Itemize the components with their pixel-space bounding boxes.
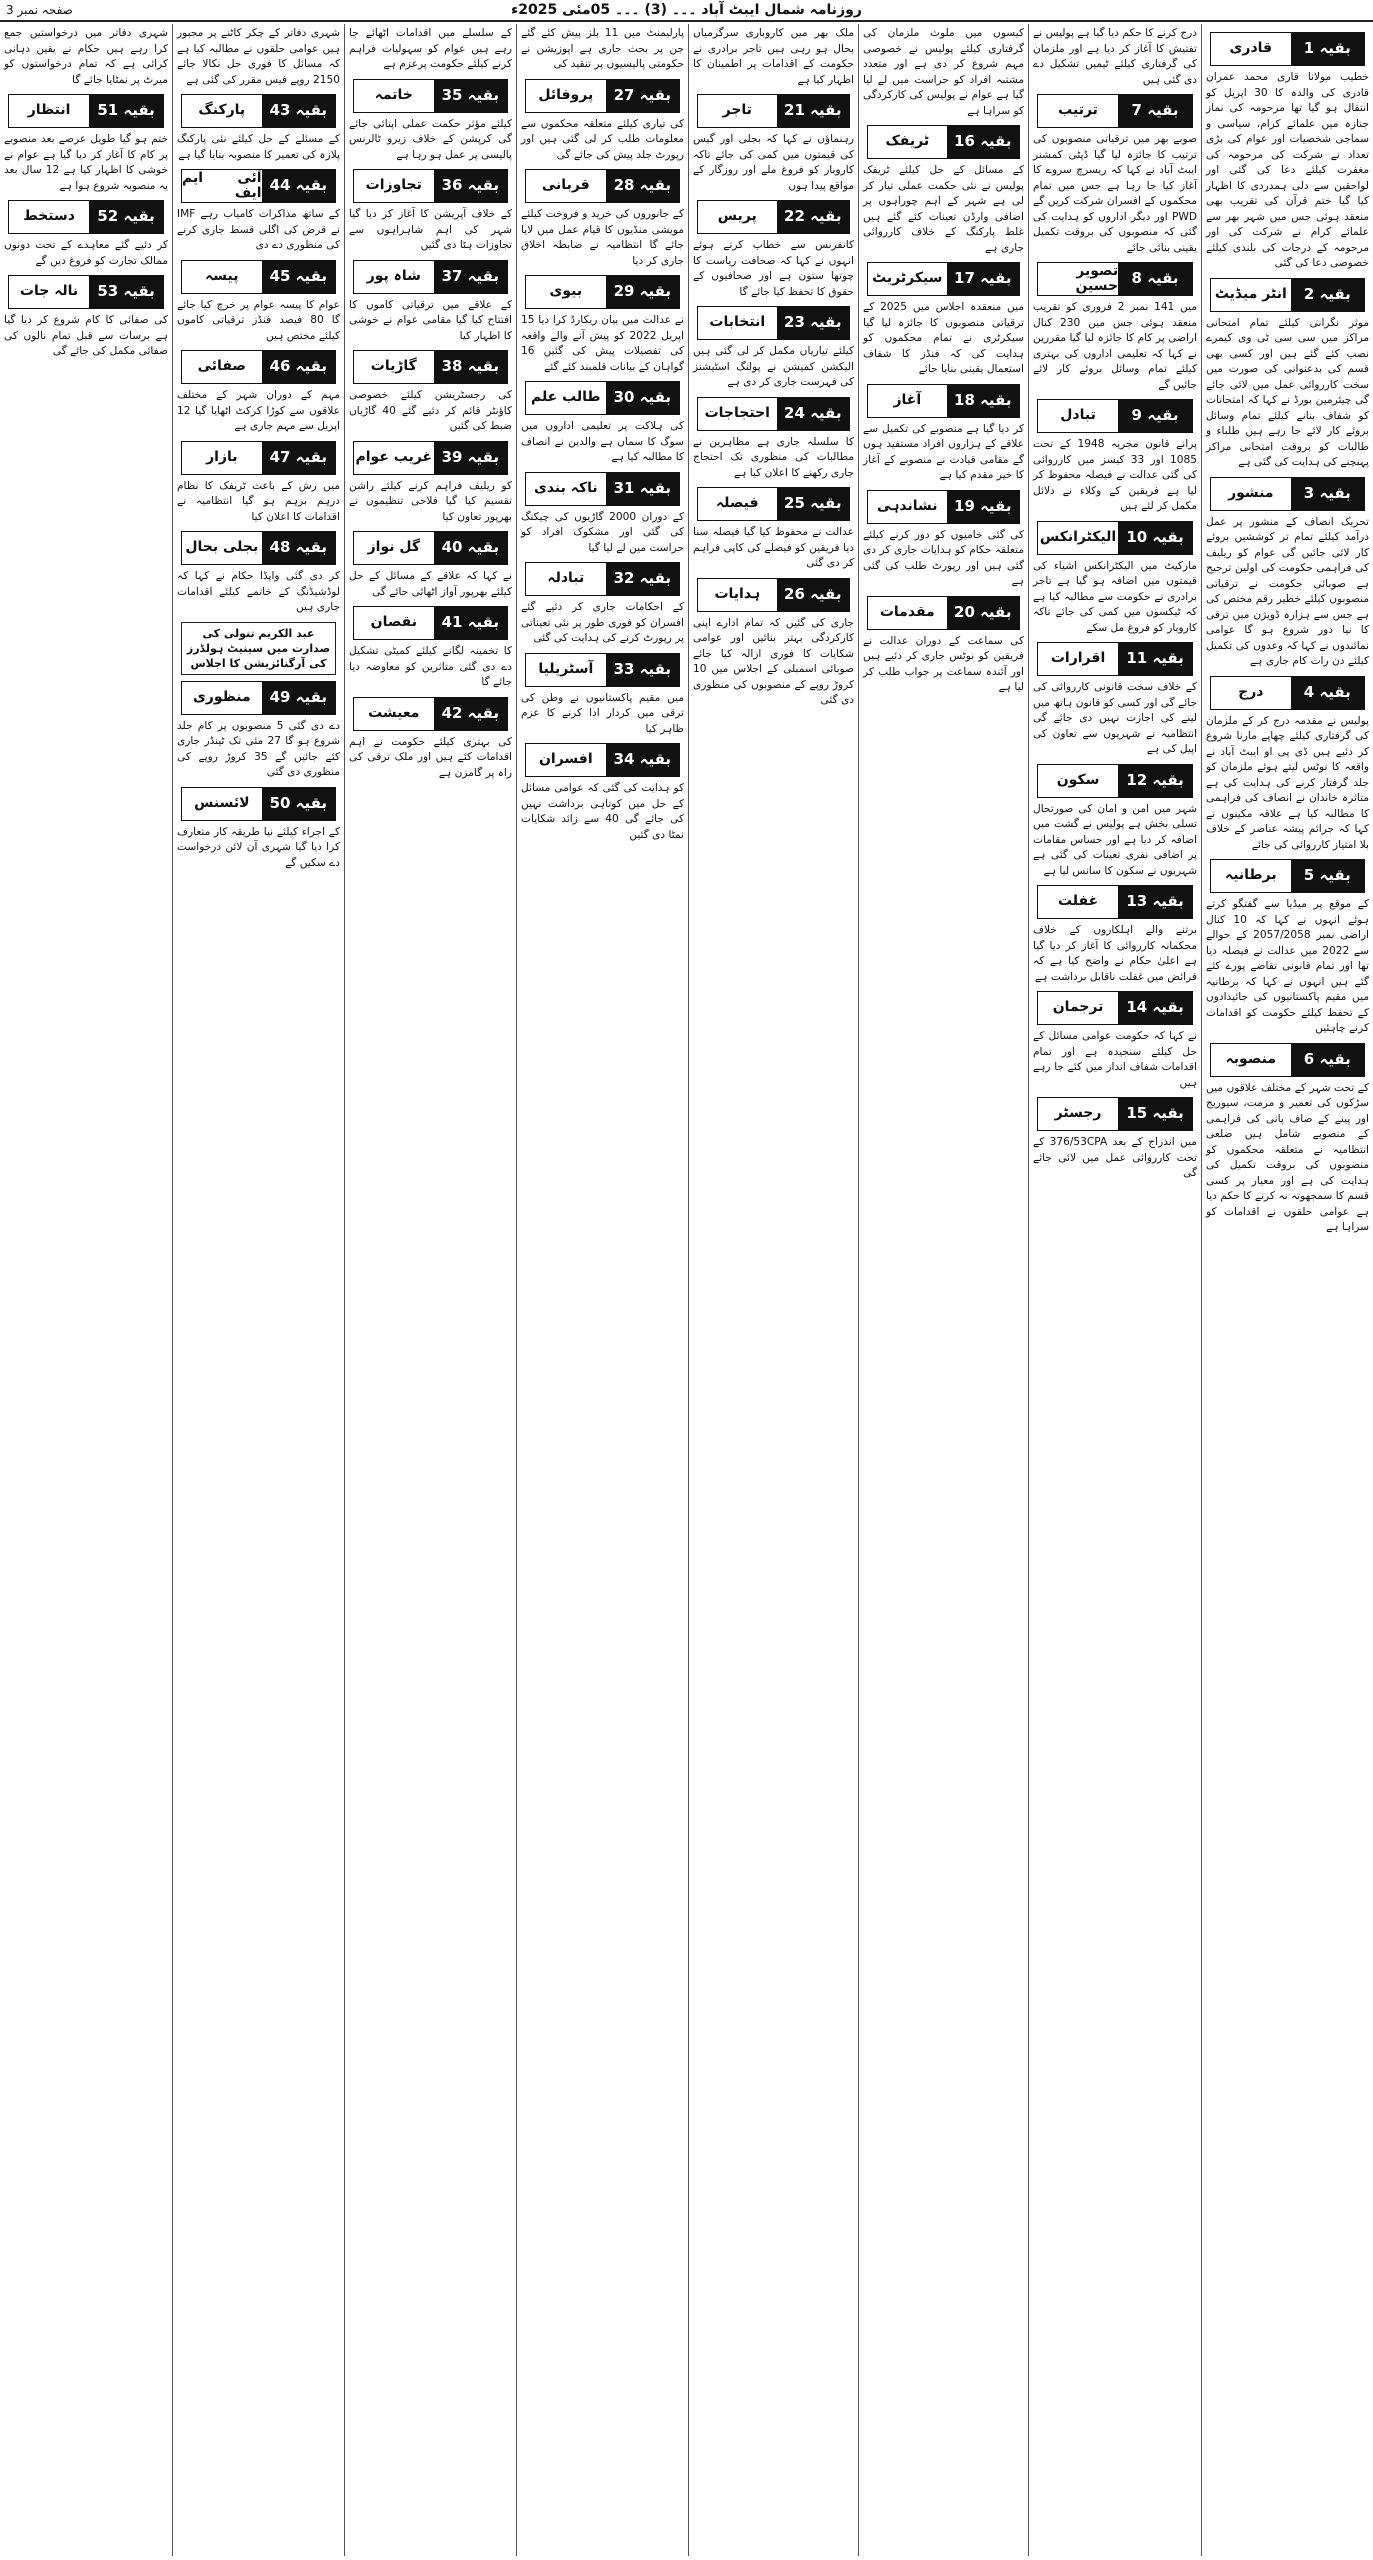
- continuation-title: رجسٹر: [1038, 1098, 1118, 1130]
- article-text: شہری دفاتر کے چکر کاٹنے پر مجبور ہیں عوامی حلقوں نے مطالبہ کیا ہے کہ مسائل کا فوری حل نکالا جائے 2150 روپے فیس مقرر کی گئی ہے: [177, 27, 340, 86]
- continuation-number: بقیہ 43: [262, 95, 335, 127]
- continuation-number: بقیہ 8: [1118, 263, 1192, 295]
- article-text: صوبے بھر میں ترقیاتی منصوبوں کی ترتیب کا جائزہ لیا گیا ڈپٹی کمشنر ایبٹ آباد نے کہا کہ ریسرچ سروے کا آغاز کیا جا رہا ہے جس میں تمام محکموں کے افسران شرکت کریں گے PWD اور دیگر اداروں کو ہدایت کی گئی کہ منصوبوں کی بروقت تکمیل یقینی بنائی جائے: [1033, 133, 1197, 254]
- continuation-number: بقیہ 29: [606, 276, 679, 308]
- continuation-title: نشاندہی: [868, 491, 947, 523]
- continuation-number: بقیہ 45: [262, 261, 335, 293]
- article-text: عدالت نے محفوظ کیا گیا فیصلہ سنا دیا فریقین کو فیصلے کی کاپی فراہم کر دی گئی: [693, 526, 854, 569]
- continuation-title: منصوبہ: [1211, 1044, 1291, 1076]
- continuation-heading: [867, 262, 1020, 296]
- continuation-number: بقیہ 30: [606, 382, 679, 414]
- article-text: پارلیمنٹ میں 11 بلز پیش کئے گئے جن پر بحث جاری ہے اپوزیشن نے حکومتی پالیسیوں پر تنقید کی: [521, 27, 684, 70]
- continuation-number: بقیہ 34: [606, 744, 679, 776]
- article-text: کر دیا گیا ہے منصوبے کی تکمیل سے علاقے کے ہزاروں افراد مستفید ہوں گے مقامی قیادت نے منصوبے کے آغاز کا خیر مقدم کیا ہے: [863, 422, 1024, 481]
- article-text: عوام کا پیسہ عوام پر خرچ کیا جائے گا 80 فیصد فنڈز ترقیاتی کاموں کیلئے مختص ہیں: [177, 298, 340, 342]
- continuation-title: طالب علم: [526, 382, 606, 414]
- continuation-number: بقیہ 36: [434, 170, 507, 202]
- continuation-title: گاڑیات: [354, 351, 434, 383]
- continuation-title: پریس: [698, 201, 777, 233]
- continuation-title: ٹریفک: [868, 126, 947, 158]
- continuation-heading: [525, 743, 680, 777]
- article-text: موثر نگرانی کیلئے تمام امتحانی مراکز میں سی سی ٹی وی کیمرے نصب کئے گئے ہیں اور کسی بھی قسم کی بدعنوانی کی صورت میں سخت کارروائی عمل میں لائی جائے گی چیئرمین بورڈ نے کہا کہ امتحانات کو شفاف بنانے کیلئے تمام وسائل بروئے کار لائے جا رہے ہیں طلباء و طالبات کو بروقت امتحانی مراکز پہنچنے کی ہدایت کی گئی ہے: [1206, 316, 1369, 468]
- article-text: کر دی گئی واپڈا حکام نے کہا کہ لوڈشیڈنگ کے خاتمے کیلئے اقدامات جاری ہیں: [177, 570, 340, 613]
- continuation-number: بقیہ 25: [777, 488, 849, 520]
- continuation-title: آئی ایم ایف: [182, 169, 262, 201]
- continuation-title: سیکرٹریٹ: [868, 263, 947, 295]
- continuation-number: بقیہ 23: [777, 307, 849, 339]
- continuation-title: تصویر حسین: [1038, 263, 1118, 295]
- continuation-title: گل نواز: [354, 532, 434, 564]
- article-text: کی بہتری کیلئے حکومت نے اہم اقدامات کئے ہیں اور ملک ترقی کی راہ پر گامزن ہے: [349, 735, 512, 779]
- article-text: کے خلاف آپریشن کا آغاز کر دیا گیا شہر کی اہم شاہراہوں سے تجاوزات ہٹا دی گئیں: [349, 208, 512, 251]
- continuation-number: بقیہ 1: [1291, 33, 1364, 65]
- column-6: [344, 24, 516, 2556]
- continuation-title: دستخط: [9, 201, 89, 233]
- article-text: رہنماؤں نے کہا کہ بجلی اور گیس کی قیمتوں میں کمی کی جائے تاکہ کاروبار کو فروغ ملے اور روزگار کے مواقع پیدا ہوں: [693, 133, 854, 192]
- continuation-title: بجلی بحال: [182, 532, 262, 564]
- article-text: کو ریلیف فراہم کرنے کیلئے راشن تقسیم کیا گیا فلاحی تنظیموں نے بھرپور تعاون کیا: [349, 479, 512, 523]
- continuation-title: قربانی: [526, 170, 606, 202]
- continuation-title: معیشت: [354, 698, 434, 730]
- continuation-title: سکون: [1038, 765, 1118, 797]
- column-3: [858, 24, 1028, 2556]
- continuation-heading: [867, 384, 1020, 418]
- article-text: کے خلاف سخت قانونی کارروائی کی جائے گی اور کسی کو قانون ہاتھ میں لینے کی اجازت نہیں دی جائے گی انتظامیہ نے شہریوں سے تعاون کی اپیل کی ہے: [1033, 681, 1197, 755]
- columns-container: [0, 24, 1373, 2556]
- continuation-number: بقیہ 14: [1118, 992, 1192, 1024]
- continuation-title: منظوری: [182, 682, 262, 714]
- continuation-number: بقیہ 47: [262, 442, 335, 474]
- article-text: پولیس نے مقدمہ درج کر کے ملزمان کی گرفتاری کیلئے چھاپے مارنا شروع کر دئیے ہیں ڈی پی او ایبٹ آباد نے واقعہ کا نوٹس لیتے ہوئے ملزمان کو جلد گرفتار کرنے کی ہدایت کی ہے متاثرہ خاندان نے انصاف کی فراہمی کا مطالبہ کیا ہے علاقہ مکینوں نے کہا کہ جرائم پیشہ عناصر کے خلاف بلا امتیاز کارروائی کی جائے: [1206, 714, 1369, 851]
- article-text: کو ہدایت کی گئی کہ عوامی مسائل کے حل میں کوتاہی برداشت نہیں کی جائے گی 40 سے زائد شکایات نمٹا دی گئیں: [521, 782, 684, 841]
- continuation-number: بقیہ 19: [947, 491, 1019, 523]
- article-text: کے علاقے میں ترقیاتی کاموں کا افتتاح کیا گیا مقامی عوام نے خوشی کا اظہار کیا: [349, 298, 512, 342]
- continuation-title: پیسہ: [182, 261, 262, 293]
- article-text: کی صفائی کا کام شروع کر دیا گیا ہے برسات سے قبل تمام نالوں کی صفائی مکمل کی جائے گی: [4, 314, 168, 357]
- continuation-title: فیصلہ: [698, 488, 777, 520]
- continuation-title: ناکہ بندی: [526, 473, 606, 505]
- article-text: کر دئیے گئے معاہدے کے تحت دونوں ممالک تجارت کو فروغ دیں گے: [4, 239, 168, 267]
- continuation-title: تاجر: [698, 95, 777, 127]
- continuation-heading: [1037, 399, 1193, 433]
- continuation-heading: [1037, 521, 1193, 555]
- continuation-title: اقرارات: [1038, 643, 1118, 675]
- continuation-number: بقیہ 42: [434, 698, 507, 730]
- article-text: جاری کی گئیں کہ تمام ادارے اپنی کارکردگی بہتر بنائیں اور عوامی شکایات کا فوری ازالہ کیا جائے صوبائی اسمبلی کے اجلاس میں 10 کروڑ روپے کے منصوبوں کی منظوری دی گئی: [693, 616, 854, 706]
- continuation-heading: [1037, 1097, 1193, 1131]
- article-text: کی سماعت کے دوران عدالت نے فریقین کو نوٹس جاری کر دئیے ہیں اور آئندہ سماعت پر جواب طلب کر لیا ہے: [863, 634, 1024, 693]
- continuation-title: لائسنس: [182, 788, 262, 820]
- article-text: میں اندراج کے بعد 376/53CPA کے تحت کارروائی عمل میں لائی جائے گی: [1033, 1136, 1197, 1179]
- continuation-number: بقیہ 49: [262, 682, 335, 714]
- continuation-title: پارکنگ: [182, 95, 262, 127]
- continuation-heading: [697, 306, 850, 340]
- article-text: کے ساتھ مذاکرات کامیاب رہے IMF نے قرض کی اگلی قسط جاری کرنے کی منظوری دے دی: [177, 208, 340, 251]
- continuation-heading: [1210, 278, 1365, 312]
- continuation-heading: [8, 200, 164, 234]
- continuation-heading: [353, 441, 508, 475]
- article-text: برتنے والے اہلکاروں کے خلاف محکمانہ کارروائی کا آغاز کر دیا گیا ہے اعلیٰ حکام نے واضح کیا ہے کہ فرائض میں غفلت ناقابل برداشت ہے: [1033, 924, 1197, 983]
- continuation-title: انٹر میڈیٹ: [1211, 279, 1291, 311]
- continuation-title: بیوی: [526, 276, 606, 308]
- continuation-number: بقیہ 4: [1291, 677, 1364, 709]
- page-header: [0, 0, 1373, 22]
- continuation-title: احتجاجات: [698, 398, 777, 430]
- continuation-title: پروفائل: [526, 80, 606, 112]
- article-text: میں 141 نمبر 2 فروری کو تقریب منعقد ہوئی جس میں 230 کنال اراضی پر کام کا جائزہ لیا گیا مقررین نے کہا کہ تعلیمی اداروں کی بہتری کیلئے تمام وسائل بروئے کار لائے جائیں گے: [1033, 301, 1197, 391]
- continuation-number: بقیہ 37: [434, 261, 507, 293]
- continuation-heading: [353, 697, 508, 731]
- article-text: کے احکامات جاری کر دئیے گئے افسران کو فوری طور پر نئی تعیناتی پر رپورٹ کرنے کی ہدایت کی گئی: [521, 601, 684, 644]
- continuation-number: بقیہ 33: [606, 654, 679, 686]
- continuation-heading: [1210, 676, 1365, 710]
- article-text: کے دوران 2000 گاڑیوں کی چیکنگ کی گئی اور مشکوک افراد کو حراست میں لے لیا گیا: [521, 510, 684, 554]
- continuation-number: بقیہ 15: [1118, 1098, 1192, 1130]
- continuation-heading: [1037, 885, 1193, 919]
- continuation-title: ہدایات: [698, 579, 777, 611]
- continuation-number: بقیہ 9: [1118, 400, 1192, 432]
- continuation-heading: [181, 260, 336, 294]
- boxed-headline: عبد الکریم تنولی کی صدارت میں سینیٹ ہولڈرز کی آرگنائزیشن کا اجلاس: [181, 622, 336, 675]
- article-text: کانفرنس سے خطاب کرتے ہوئے انہوں نے کہا کہ صحافت ریاست کا چوتھا ستون ہے اور صحافیوں کے حقوق کا تحفظ کیا جائے گا: [693, 239, 854, 298]
- continuation-number: بقیہ 11: [1118, 643, 1192, 675]
- continuation-title: منشور: [1211, 478, 1291, 510]
- continuation-title: شاہ پور: [354, 261, 434, 293]
- continuation-heading: [181, 441, 336, 475]
- article-text: کا تخمینہ لگانے کیلئے کمیٹی تشکیل دے دی گئی متاثرین کو معاوضہ دیا جائے گا: [349, 645, 512, 688]
- column-8: [0, 24, 172, 2556]
- continuation-number: بقیہ 18: [947, 385, 1019, 417]
- article-text: کی ہلاکت پر تعلیمی اداروں میں سوگ کا سماں ہے والدین نے انصاف کا مطالبہ کیا ہے: [521, 420, 684, 463]
- continuation-heading: [8, 94, 164, 128]
- continuation-heading: [1210, 859, 1365, 893]
- continuation-heading: [697, 94, 850, 128]
- continuation-heading: [181, 787, 336, 821]
- continuation-heading: [697, 200, 850, 234]
- article-text: نے کہا کہ علاقے کے مسائل کے حل کیلئے بھرپور آواز اٹھائی جائے گی: [349, 570, 512, 598]
- continuation-title: آغاز: [868, 385, 947, 417]
- continuation-title: نالہ جات: [9, 276, 89, 308]
- continuation-heading: [525, 653, 680, 687]
- continuation-heading: [353, 260, 508, 294]
- continuation-number: بقیہ 38: [434, 351, 507, 383]
- article-text: کے مسئلے کے حل کیلئے نئی پارکنگ پلازہ کی تعمیر کا منصوبہ بنایا گیا ہے: [177, 133, 340, 161]
- continuation-number: بقیہ 50: [262, 788, 335, 820]
- continuation-number: بقیہ 44: [262, 170, 335, 202]
- continuation-number: بقیہ 32: [606, 563, 679, 595]
- continuation-number: بقیہ 41: [434, 607, 507, 639]
- article-text: میں منعقدہ اجلاس میں 2025 کے ترقیاتی منصوبوں کا جائزہ لیا گیا سیکرٹری نے تمام محکموں کو ہدایت کی کہ فنڈز کا شفاف استعمال یقینی بنایا جائے: [863, 301, 1024, 375]
- continuation-title: غریب عوام: [354, 442, 434, 474]
- continuation-heading: [1210, 1043, 1365, 1077]
- column-4: [688, 24, 858, 2556]
- continuation-heading: [181, 94, 336, 128]
- article-text: پرانے قانون مجریہ 1948 کے تحت 1085 اور 33 کیسز میں کارروائی کی گئی عدالت نے فیصلہ محفوظ کر لیا ہے فریقین کے وکلاء نے دلائل مکمل کر لئے ہیں: [1033, 438, 1197, 512]
- continuation-title: نقصان: [354, 607, 434, 639]
- continuation-title: قادری: [1211, 33, 1291, 65]
- continuation-heading: [353, 606, 508, 640]
- continuation-heading: [353, 169, 508, 203]
- article-text: کے مسائل کے حل کیلئے ٹریفک پولیس نے نئی حکمت عملی تیار کر لی ہے شہر کے اہم چوراہوں پر اضافی وارڈن تعینات کئے گئے ہیں غلط پارکنگ کے خلاف کارروائی جاری ہے: [863, 164, 1024, 254]
- continuation-title: تبادلہ: [526, 563, 606, 595]
- article-text: دے دی گئی 5 منصوبوں پر کام جلد شروع ہو گا 27 مئی تک ٹینڈر جاری کئے جائیں گے 35 کروڑ روپے کی منظوری دی گئی: [177, 719, 340, 778]
- continuation-title: انتظار: [9, 95, 89, 127]
- continuation-title: تجاوزات: [354, 170, 434, 202]
- continuation-heading: [181, 531, 336, 565]
- continuation-number: بقیہ 24: [777, 398, 849, 430]
- continuation-heading: [181, 350, 336, 384]
- continuation-heading: [525, 562, 680, 596]
- continuation-number: بقیہ 6: [1291, 1044, 1364, 1076]
- continuation-number: بقیہ 31: [606, 473, 679, 505]
- continuation-title: برطانیہ: [1211, 860, 1291, 892]
- article-text: خطیب مولانا قاری محمد عمران قادری کی والدہ کا 30 اپریل کو انتقال ہو گیا تھا مرحومہ کی نماز جنازہ میں علمائے کرام، سیاسی و سماجی شخصیات اور عوام کی بڑی تعداد نے شرکت کی مرحومہ کی مغفرت کیلئے دعا کی گئی اور لواحقین سے دلی ہمدردی کا اظہار کیا گیا ختم قرآن کی تقریب بھی منعقد ہوئی جس میں شہر بھر سے علمائے کرام نے شرکت کی اور مرحومہ کے درجات کی بلندی کیلئے خصوصی دعا کی گئی: [1206, 71, 1369, 269]
- article-text: مہم کے دوران شہر کے مختلف علاقوں سے کوڑا کرکٹ اٹھایا گیا 12 اپریل سے مہم جاری ہے: [177, 389, 340, 432]
- continuation-heading: [1037, 642, 1193, 676]
- continuation-heading: [1210, 32, 1365, 66]
- continuation-number: بقیہ 40: [434, 532, 507, 564]
- article-text: شہری دفاتر میں درخواستیں جمع کرا رہے ہیں حکام نے یقین دہانی کرائی ہے کہ تمام درخواستوں کو میرٹ پر نمٹایا جائے گا: [4, 27, 168, 86]
- continuation-number: بقیہ 2: [1291, 279, 1364, 311]
- continuation-title: افسران: [526, 744, 606, 776]
- continuation-number: بقیہ 28: [606, 170, 679, 202]
- continuation-number: بقیہ 10: [1118, 522, 1192, 554]
- continuation-heading: [181, 169, 336, 203]
- continuation-heading: [353, 79, 508, 113]
- continuation-number: بقیہ 35: [434, 80, 507, 112]
- continuation-number: بقیہ 52: [89, 201, 163, 233]
- continuation-heading: [697, 578, 850, 612]
- continuation-heading: [525, 79, 680, 113]
- continuation-heading: [525, 275, 680, 309]
- continuation-heading: [181, 681, 336, 715]
- continuation-heading: [1037, 262, 1193, 296]
- article-text: کے تحت شہر کے مختلف علاقوں میں سڑکوں کی تعمیر و مرمت، سیوریج اور پینے کے صاف پانی کی فراہمی کے منصوبے شامل ہیں ضلعی انتظامیہ نے متعلقہ محکموں کو منصوبوں کی بروقت تکمیل کی ہدایت کی ہے اور معیار پر کسی قسم کا سمجھوتہ نہ کرنے کا حکم دیا ہے عوامی حلقوں نے اقدامات کو سراہا ہے: [1206, 1081, 1369, 1233]
- article-text: کے اجراء کیلئے نیا طریقہ کار متعارف کرا دیا گیا شہری آن لائن درخواست دے سکیں گے: [177, 825, 340, 869]
- continuation-heading: [353, 350, 508, 384]
- continuation-heading: [697, 487, 850, 521]
- continuation-title: ترجمان: [1038, 992, 1118, 1024]
- page-number: صفحہ نمبر 3: [6, 3, 73, 17]
- continuation-title: آسٹریلیا: [526, 654, 606, 686]
- continuation-heading: [1037, 764, 1193, 798]
- continuation-number: بقیہ 27: [606, 80, 679, 112]
- continuation-title: الیکٹرانکس: [1038, 522, 1118, 554]
- continuation-title: تبادل: [1038, 400, 1118, 432]
- continuation-number: بقیہ 39: [434, 442, 507, 474]
- article-text: کے جانوروں کی خرید و فروخت کیلئے مویشی منڈیوں کا قیام عمل میں لایا جائے گا انتظامیہ نے ضابطہ اخلاق جاری کر دیا: [521, 208, 684, 267]
- continuation-title: صفائی: [182, 351, 262, 383]
- continuation-title: ترتیب: [1038, 95, 1118, 127]
- continuation-number: بقیہ 51: [89, 95, 163, 127]
- continuation-number: بقیہ 22: [777, 201, 849, 233]
- continuation-number: بقیہ 26: [777, 579, 849, 611]
- continuation-heading: [867, 596, 1020, 630]
- continuation-title: بازار: [182, 442, 262, 474]
- article-text: کے سلسلے میں اقدامات اٹھائے جا رہے ہیں عوام کو سہولیات فراہم کرنے کیلئے حکومت پرعزم ہے: [349, 27, 512, 70]
- article-text: ملک بھر میں کاروباری سرگرمیاں بحال ہو رہی ہیں تاجر برادری نے حکومت کے اقدامات پر اطمینان کا اظہار کیا ہے: [693, 27, 854, 86]
- continuation-heading: [697, 397, 850, 431]
- article-text: نے کہا کہ حکومت عوامی مسائل کے حل کیلئے سنجیدہ ہے اور تمام اقدامات شفاف انداز میں کئے جا رہے ہیں: [1033, 1030, 1197, 1089]
- continuation-heading: [1210, 477, 1365, 511]
- continuation-number: بقیہ 5: [1291, 860, 1364, 892]
- continuation-number: بقیہ 12: [1118, 765, 1192, 797]
- article-text: کی رجسٹریشن کیلئے خصوصی کاؤنٹر قائم کر دئیے گئے 40 گاڑیاں ضبط کی گئیں: [349, 389, 512, 432]
- continuation-number: بقیہ 46: [262, 351, 335, 383]
- continuation-heading: [867, 490, 1020, 524]
- continuation-title: انتخابات: [698, 307, 777, 339]
- continuation-heading: [525, 472, 680, 506]
- column-7: [172, 24, 344, 2556]
- article-text: تحریک انصاف کے منشور پر عمل درآمد کیلئے تمام تر کوششیں بروئے کار لائی جائیں گی عوام کو ریلیف کی فراہمی حکومت کی اولین ترجیح ہے صوبائی حکومت نے ترقیاتی منصوبوں کیلئے خطیر رقم مختص کی ہے جس سے ہزارہ ڈویژن میں ترقی کا نیا دور شروع ہو گا عوامی نمائندوں نے کہا کہ وعدوں کی تکمیل کیلئے دن رات کام جاری ہے: [1206, 515, 1369, 667]
- continuation-title: غفلت: [1038, 886, 1118, 918]
- article-text: کیلئے مؤثر حکمت عملی اپنائی جائے گی کرپشن کے خلاف زیرو ٹالرنس پالیسی پر عمل ہو رہا ہے: [349, 117, 512, 161]
- article-text: درج کرنے کا حکم دیا گیا ہے پولیس نے تفتیش کا آغاز کر دیا ہے اور ملزمان کی گرفتاری کیلئے ٹیمیں تشکیل دے دی گئی ہیں: [1033, 27, 1197, 86]
- continuation-number: بقیہ 17: [947, 263, 1019, 295]
- column-1: [1201, 24, 1373, 2556]
- continuation-heading: [353, 531, 508, 565]
- continuation-number: بقیہ 16: [947, 126, 1019, 158]
- article-text: کیلئے تیاریاں مکمل کر لی گئی ہیں الیکشن کمیشن نے پولنگ اسٹیشنز کی فہرست جاری کر دی ہے: [693, 345, 854, 388]
- continuation-number: بقیہ 7: [1118, 95, 1192, 127]
- article-text: میں مقیم پاکستانیوں نے وطن کی ترقی میں کردار ادا کرنے کا عزم ظاہر کیا: [521, 691, 684, 735]
- masthead: روزنامہ شمال ایبٹ آباد ۔۔۔ (3) ۔۔۔ 05مئی 2025ء: [511, 2, 862, 18]
- continuation-title: مقدمات: [868, 597, 947, 629]
- continuation-heading: [8, 275, 164, 309]
- article-text: کا سلسلہ جاری ہے مظاہرین نے مطالبات کی منظوری تک احتجاج جاری رکھنے کا اعلان کیا ہے: [693, 435, 854, 479]
- continuation-heading: [525, 169, 680, 203]
- article-text: شہر میں امن و امان کی صورتحال تسلی بخش ہے پولیس نے گشت میں اضافہ کر دیا ہے اور حساس مقامات پر اضافی نفری تعینات کی گئی ہے شہریوں نے سکون کا سانس لیا ہے: [1033, 802, 1197, 877]
- article-text: کیسوں میں ملوث ملزمان کی گرفتاری کیلئے پولیس نے خصوصی مہم شروع کر دی ہے اور متعدد مشتبہ افراد کو حراست میں لے لیا گیا ہے عوام نے پولیس کی کارکردگی کو سراہا ہے: [863, 27, 1024, 117]
- column-5: [516, 24, 688, 2556]
- article-text: میں رش کے باعث ٹریفک کا نظام درہم برہم ہو گیا انتظامیہ نے اقدامات کا اعلان کیا: [177, 479, 340, 523]
- continuation-heading: [1037, 991, 1193, 1025]
- article-text: کے موقع پر میڈیا سے گفتگو کرتے ہوئے انہوں نے کہا کہ 10 کنال اراضی نمبر 2057/2058 کے حوالے سے 2022 میں عدالت نے فیصلہ دیا تھا اور تمام قانونی تقاضے پورے کئے گئے ہیں انہوں نے کہا کہ برطانیہ میں مقیم پاکستانیوں کی جائیدادوں کے تحفظ کیلئے حکومت کو اقدامات کرنے چاہئیں: [1206, 898, 1369, 1034]
- continuation-number: بقیہ 21: [777, 95, 849, 127]
- continuation-number: بقیہ 3: [1291, 478, 1364, 510]
- article-text: مارکیٹ میں الیکٹرانکس اشیاء کی قیمتوں میں اضافہ ہو گیا ہے تاجر برادری نے حکومت سے مطالبہ کیا ہے کہ ٹیکسوں میں کمی کی جائے تاکہ کاروبار کو فروغ مل سکے: [1033, 559, 1197, 634]
- column-2: [1028, 24, 1201, 2556]
- article-text: ختم ہو گیا طویل عرصے بعد منصوبے پر کام کا آغاز کر دیا گیا ہے عوام نے خوشی کا اظہار کیا ہے 12 سال بعد یہ منصوبہ شروع ہوا ہے: [4, 133, 168, 192]
- continuation-title: درج: [1211, 677, 1291, 709]
- article-text: کی تیاری کیلئے متعلقہ محکموں سے معلومات طلب کر لی گئی ہیں اور رپورٹ جلد پیش کی جائے گی: [521, 117, 684, 161]
- continuation-heading: [1037, 94, 1193, 128]
- continuation-number: بقیہ 20: [947, 597, 1019, 629]
- continuation-heading: [525, 381, 680, 415]
- continuation-heading: [867, 125, 1020, 159]
- article-text: نے عدالت میں بیان ریکارڈ کرا دیا 15 اپریل 2022 کو پیش آنے والے واقعہ کی تفصیلات پیش کی گئیں 16 گواہان کے بیانات قلمبند کئے گئے: [521, 314, 684, 373]
- continuation-number: بقیہ 48: [262, 532, 335, 564]
- continuation-title: خاتمہ: [354, 80, 434, 112]
- article-text: کی گئی خامیوں کو دور کرنے کیلئے متعلقہ حکام کو ہدایات جاری کر دی گئی ہیں اور رپورٹ طلب کی گئی ہے: [863, 528, 1024, 587]
- continuation-number: بقیہ 53: [89, 276, 163, 308]
- continuation-number: بقیہ 13: [1118, 886, 1192, 918]
